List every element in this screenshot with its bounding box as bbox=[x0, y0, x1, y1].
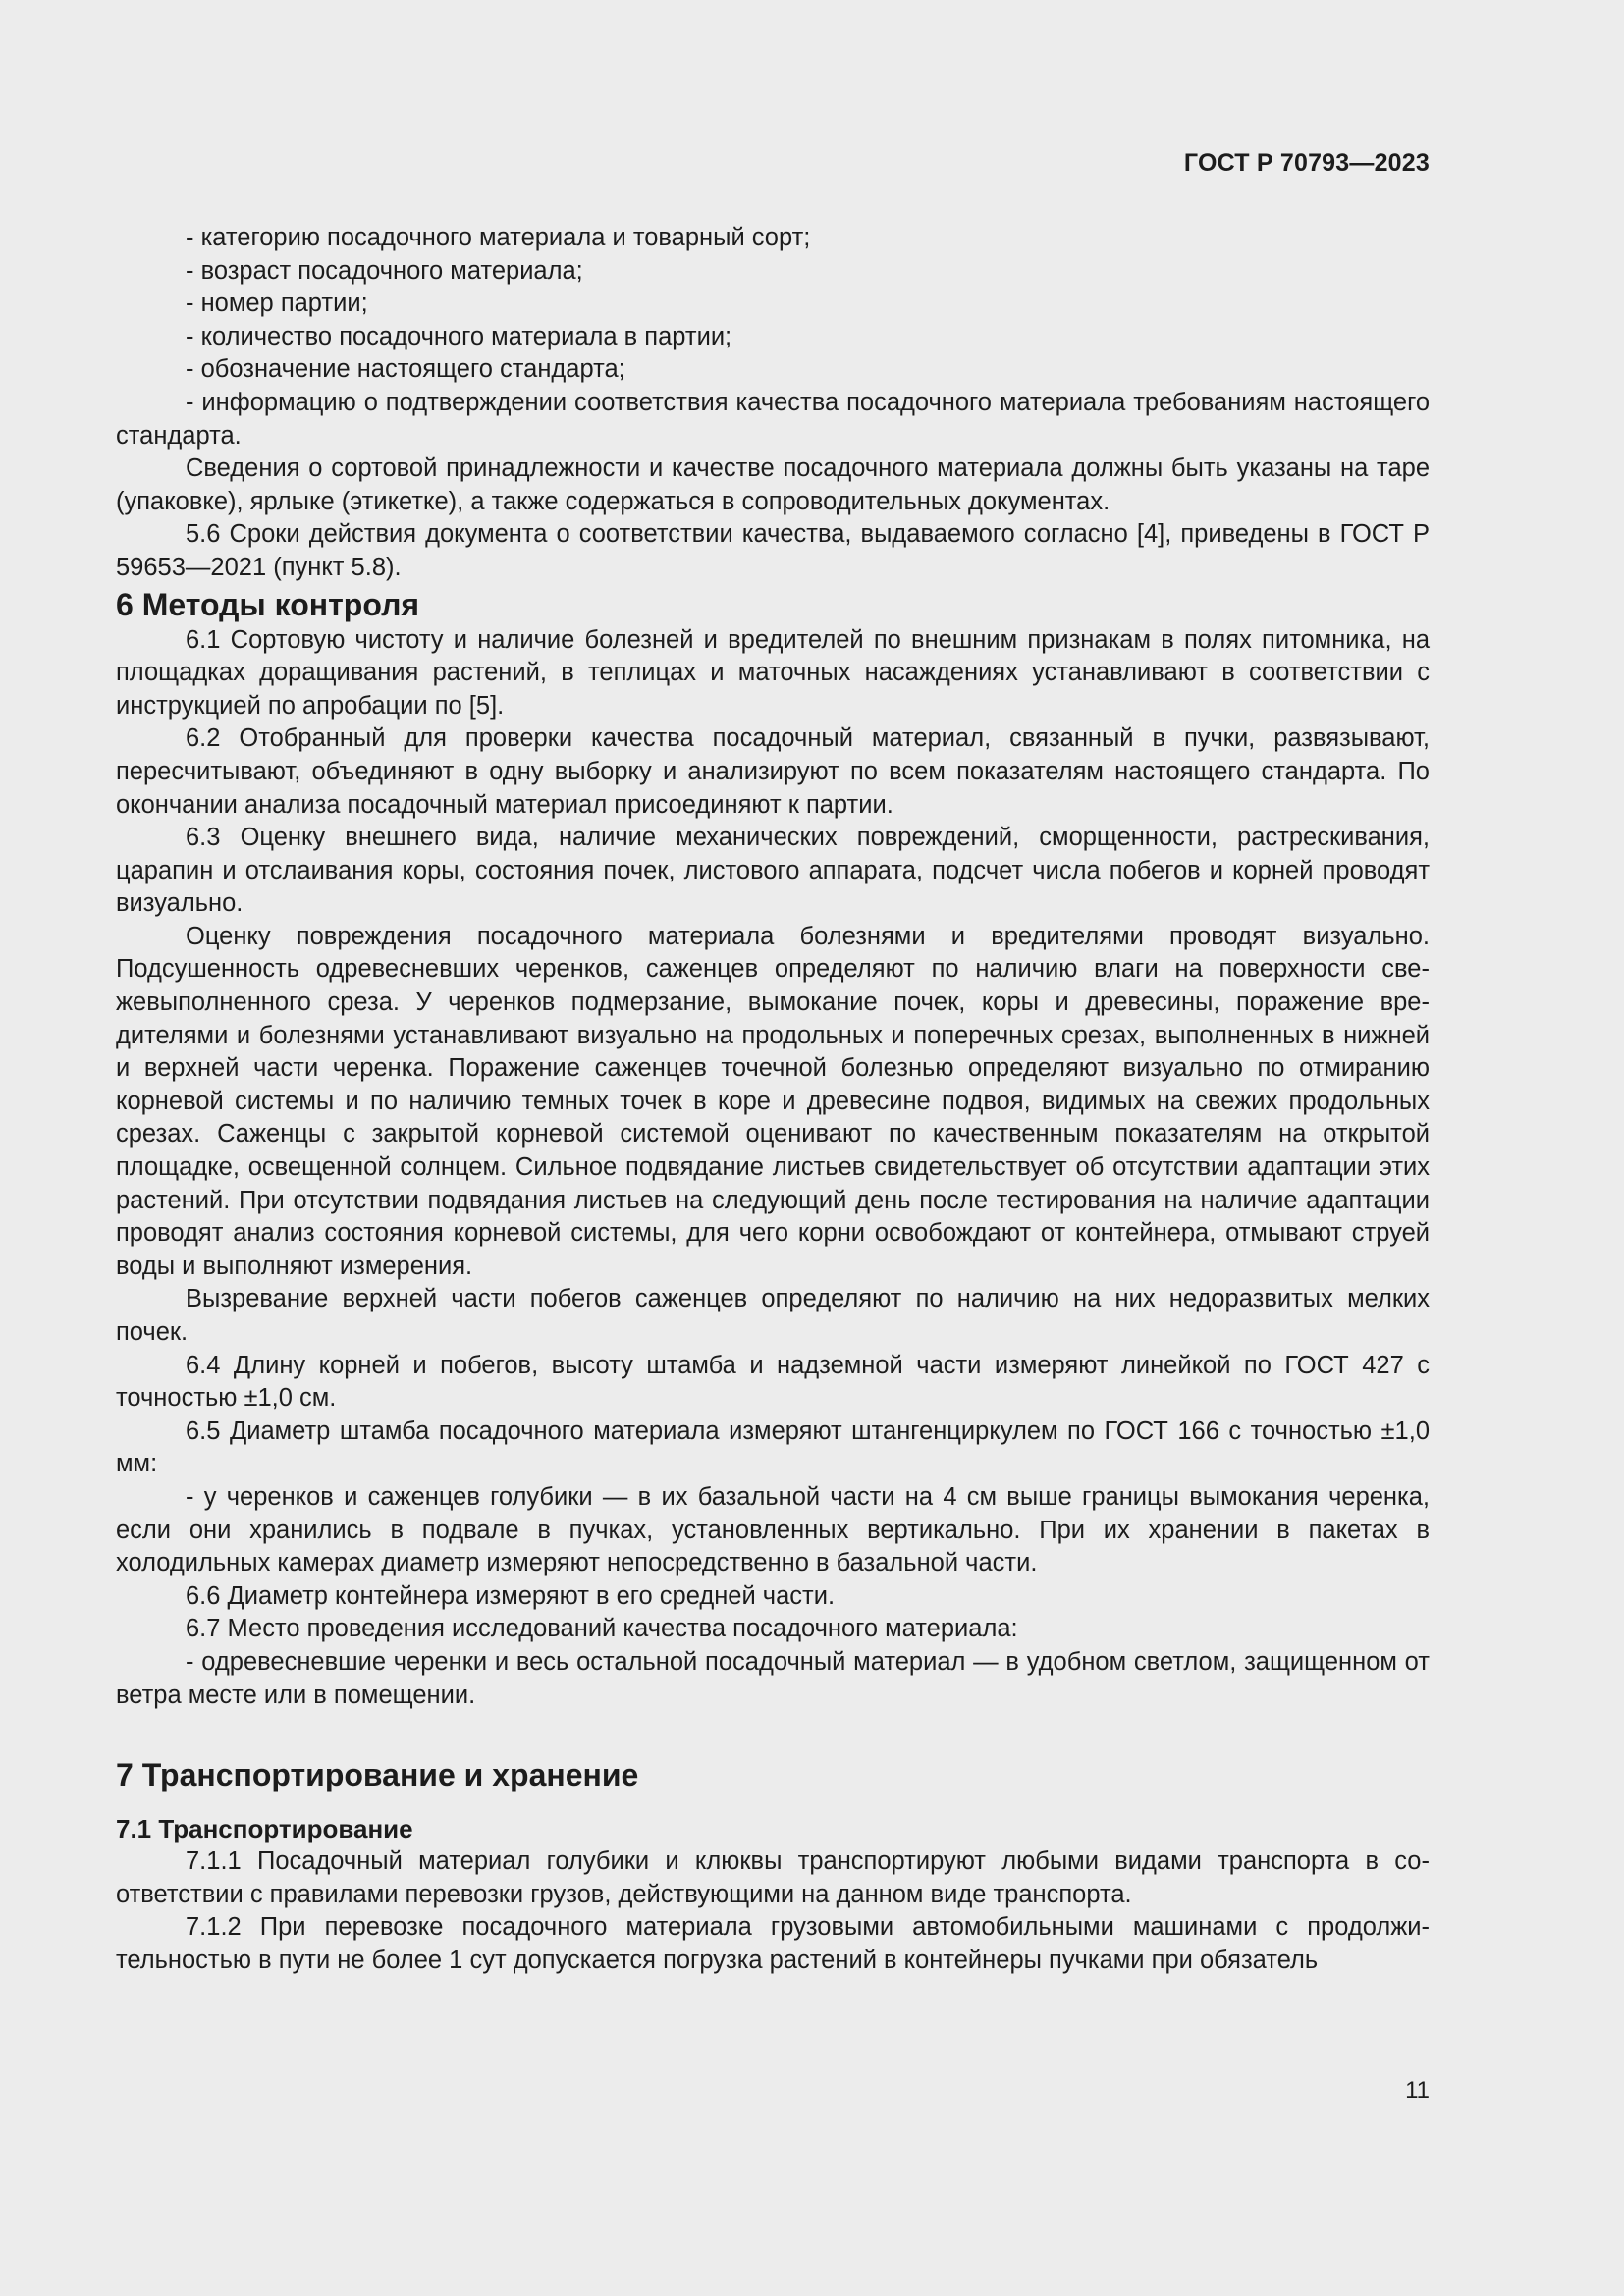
paragraph-6-3: 6.3 Оценку внешнего вида, наличие механических повреждений, сморщенности, растрескивания, царапин и отслаивания коры, состояния почек, листового аппарата, подсчет числа побегов и корней проводят визуально. bbox=[116, 824, 1430, 918]
paragraph-info: - информацию о подтверждении соответствия качества посадочного материала требованиям настоящего стандарта. bbox=[116, 388, 1430, 450]
paragraph-5-6: 5.6 Сроки действия документа о соответствии качества, выдаваемого согласно [4], приведены в ГОСТ Р 59653—2021 (пункт 5.8). bbox=[116, 520, 1430, 581]
section-7-heading: 7 Транспортирование и хранение bbox=[116, 1757, 639, 1793]
paragraph-6-5: 6.5 Диаметр штамба посадочного материала измеряют штангенциркулем по ГОСТ 166 с точностью ±1,0 мм: bbox=[116, 1416, 1430, 1478]
paragraph-6-6: 6.6 Диаметр контейнера измеряют в его средней части. bbox=[186, 1581, 836, 1610]
paragraph-shoot-maturation: Вызревание верхней части побегов саженцев определяют по наличию на них недоразвитых мелких почек. bbox=[116, 1285, 1430, 1346]
paragraph-6-4: 6.4 Длину корней и побегов, высоту штамба и надземной части измеряют линейкой по ГОСТ 427 с точностью ±1,0 см. bbox=[116, 1351, 1430, 1413]
paragraph-7-1-1: 7.1.1 Посадочный материал голубики и клюквы транспортируют любыми видами транспорта в соответствии с правилами перевозки грузов, действующими на данном виде транспорта. bbox=[116, 1847, 1430, 1908]
list-item: - номер партии; bbox=[186, 290, 368, 318]
page-number: 11 bbox=[1405, 2077, 1430, 2104]
section-6-heading: 6 Методы контроля bbox=[116, 586, 420, 622]
paragraph-sort-info: Сведения о сортовой принадлежности и качестве посадочного материала должны быть указаны на таре (упаковке), ярлыке (этикетке), а также содержаться в сопроводительных документах. bbox=[116, 454, 1430, 515]
paragraph-6-5-item: - у черенков и саженцев голубики — в их базальной части на 4 см выше границы вымокания черенка, если они хранились в подвале в пучках, установленных вертикально. При их хранении в пакетах в холодильных камерах диаметр измеряют непосредственно в базальной части. bbox=[116, 1482, 1430, 1577]
paragraph-6-2: 6.2 Отобранный для проверки качества посадочный материал, связанный в пучки, развязывают, пересчитывают, объединяют в одну выборку и анализируют по всем показателям настоящего стандарта. По окончании анализа посадочный материал присоединяют к партии. bbox=[116, 724, 1430, 819]
list-item: - обозначение настоящего стандарта; bbox=[186, 355, 625, 384]
paragraph-7-1-2: 7.1.2 При перевозке посадочного материала грузовыми автомобильными машинами с продолжительностью в пути не более 1 сут допускается погрузка растений в контейнеры пучками при обязатель bbox=[116, 1913, 1430, 1974]
paragraph-6-7-item: - одревесневшие черенки и весь остальной посадочный материал — в удобном светлом, защищенном от ветра месте или в помещении. bbox=[116, 1647, 1430, 1709]
paragraph-6-7: 6.7 Место проведения исследований качества посадочного материала: bbox=[186, 1615, 1018, 1643]
paragraph-damage-assessment: Оценку повреждения посадочного материала болезнями и вредителями проводят визуально. Подсушенность одревесневших черенков, саженцев определяют по наличию влаги на поверхности свежевыполненного среза. У черенков подмерзание, вымокание почек, коры и древесины, поражение вредителями и болезнями устанавливают визуально на продольных и поперечных срезах, выполненных в нижней и верхней части черенка. Поражение саженцев точечной болезнью определяют визуально по отмиранию корневой системы и по наличию темных точек в коре и древесине подвоя, видимых на свежих продольных срезах. Саженцы с закрытой корневой системой оценивают по качественным показателям на открытой площадке, освещенной солнцем. Сильное подвядание листьев свидетельствует об отсутствии адаптации этих растений. При отсутствии подвядания листьев на следующий день после тестирования на наличие адаптации проводят анализ состояния корневой системы, для чего корни освобождают от контейнера, отмывают струей воды и выполняют измерения. bbox=[116, 922, 1430, 1280]
list-item: - категорию посадочного материала и товарный сорт; bbox=[186, 224, 811, 251]
document-id-header: ГОСТ Р 70793—2023 bbox=[1183, 149, 1430, 177]
list-item: - количество посадочного материала в партии; bbox=[186, 322, 732, 350]
page-body bbox=[116, 222, 1430, 1978]
section-7-1-heading: 7.1 Транспортирование bbox=[116, 1814, 413, 1844]
paragraph-6-1: 6.1 Сортовую чистоту и наличие болезней и вредителей по внешним признакам в полях питомника, на площадках доращивания растений, в теплицах и маточных насаждениях устанавливают в соответствии с инструкцией по апробации по [5]. bbox=[116, 625, 1430, 720]
list-item: - возраст посадочного материала; bbox=[186, 256, 583, 285]
